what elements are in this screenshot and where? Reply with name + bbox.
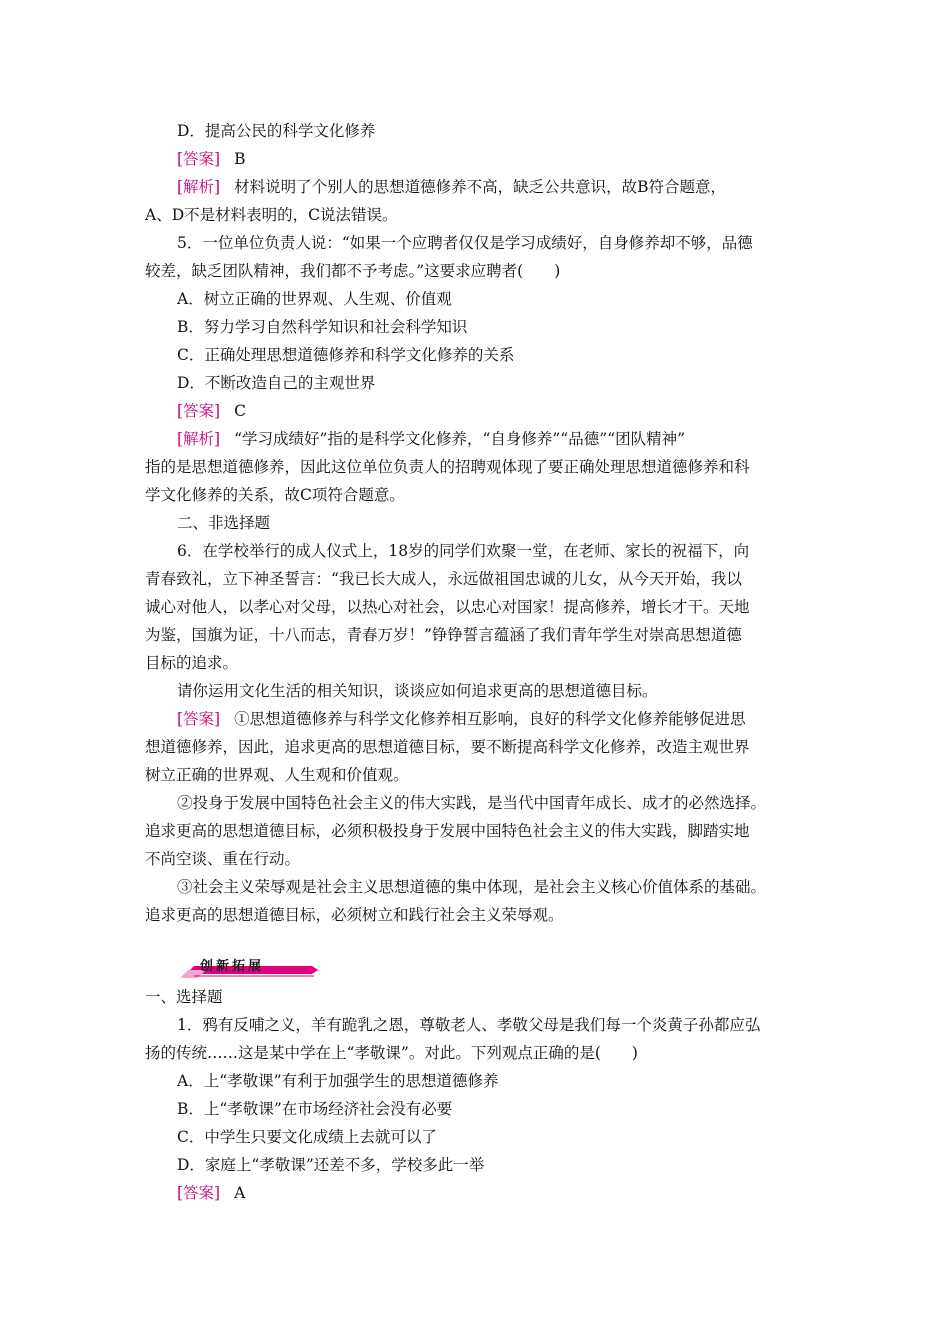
line-text: 想道德修养，因此，追求更高的思想道德目标，要不断提高科学文化修养，改造主观世界 <box>145 738 750 756</box>
line-text: 追求更高的思想道德目标，必须树立和践行社会主义荣辱观。 <box>145 906 564 924</box>
answer-tag: [答案] <box>177 150 221 168</box>
line-text: C．中学生只要文化成绩上去就可以了 <box>177 1128 437 1146</box>
line-text: B <box>234 150 246 168</box>
text-line <box>177 1067 810 1095</box>
line-text: A <box>234 1184 246 1202</box>
text-line <box>145 201 810 229</box>
text-line <box>145 983 810 1011</box>
text-line <box>145 649 810 677</box>
line-text: D．家庭上“孝敬课”还差不多，学校多此一举 <box>177 1156 485 1174</box>
text-line <box>145 1039 810 1067</box>
line-text: 5．一位单位负责人说：“如果一个应聘者仅仅是学习成绩好，自身修养却不够，品德 <box>177 234 753 252</box>
text-line <box>177 397 810 425</box>
answer-tag: [答案] <box>177 1184 221 1202</box>
line-text: 诚心对他人，以孝心对父母，以热心对社会，以忠心对国家！提高修养，增长才干。天地 <box>145 598 750 616</box>
text-line <box>177 1011 810 1039</box>
line-text: ③社会主义荣辱观是社会主义思想道德的集中体现，是社会主义核心价值体系的基础。 <box>177 878 767 896</box>
text-line <box>177 789 810 817</box>
section-banner <box>180 952 320 978</box>
line-text: 6．在学校举行的成人仪式上，18岁的同学们欢聚一堂，在老师、家长的祝福下，向 <box>177 542 750 560</box>
line-text: 1．鸦有反哺之义，羊有跪乳之恩，尊敬老人、孝敬父母是我们每一个炎黄子孙都应弘 <box>177 1016 761 1034</box>
line-text: 较差，缺乏团队精神，我们都不予考虑。”这要求应聘者( ) <box>145 262 561 280</box>
line-text: 树立正确的世界观、人生观和价值观。 <box>145 766 409 784</box>
text-line <box>177 873 810 901</box>
text-line <box>145 845 810 873</box>
text-line <box>177 173 810 201</box>
line-text: 二、非选择题 <box>177 514 271 532</box>
text-line <box>145 257 810 285</box>
answer-tag: [答案] <box>177 710 221 728</box>
line-text: A、D不是材料表明的，C说法错误。 <box>145 206 398 224</box>
text-line <box>177 425 810 453</box>
line-text: A．树立正确的世界观、人生观、价值观 <box>177 290 452 308</box>
text-line <box>177 1123 810 1151</box>
text-line <box>145 593 810 621</box>
text-line <box>145 817 810 845</box>
line-text: D．提高公民的科学文化修养 <box>177 122 376 140</box>
answer-tag: [解析] <box>177 430 221 448</box>
text-line <box>177 677 810 705</box>
text-line <box>145 901 810 929</box>
line-text: B．上“孝敬课”在市场经济社会没有必要 <box>177 1100 453 1118</box>
line-text: 青春致礼，立下神圣誓言：“我已长大成人，永远做祖国忠诚的儿女，从今天开始，我以 <box>145 570 742 588</box>
line-text: C．正确处理思想道德修养和科学文化修养的关系 <box>177 346 515 364</box>
line-text: 不尚空谈、重在行动。 <box>145 850 301 868</box>
text-line <box>145 481 810 509</box>
text-line <box>177 145 810 173</box>
line-text: ②投身于发展中国特色社会主义的伟大实践，是当代中国青年成长、成才的必然选择。 <box>177 794 767 812</box>
text-line <box>177 705 810 733</box>
answer-tag: [解析] <box>177 178 221 196</box>
text-line <box>177 1151 810 1179</box>
text-line <box>177 285 810 313</box>
line-text: 请你运用文化生活的相关知识，谈谈应如何追求更高的思想道德目标。 <box>177 682 658 700</box>
line-text: 扬的传统……这是某中学在上“孝敬课”。对此。下列观点正确的是( ) <box>145 1044 638 1062</box>
line-text: 一、选择题 <box>145 988 223 1006</box>
line-text: 指的是思想道德修养，因此这位单位负责人的招聘观体现了要正确处理思想道德修养和科 <box>145 458 750 476</box>
line-text: 学文化修养的关系，故C项符合题意。 <box>145 486 405 504</box>
line-text: “学习成绩好”指的是科学文化修养，“自身修养”“品德”“团队精神” <box>234 430 686 448</box>
text-line <box>177 341 810 369</box>
text-line <box>145 453 810 481</box>
text-line <box>145 621 810 649</box>
text-line <box>145 565 810 593</box>
text-line <box>177 1095 810 1123</box>
answer-tag: [答案] <box>177 402 221 420</box>
line-text: 材料说明了个别人的思想道德修养不高，缺乏公共意识，故B符合题意， <box>234 178 727 196</box>
line-text: C <box>234 402 246 420</box>
line-text: B．努力学习自然科学知识和社会科学知识 <box>177 318 468 336</box>
text-line <box>177 509 810 537</box>
text-line <box>177 313 810 341</box>
line-text: ①思想道德修养与科学文化修养相互影响，良好的科学文化修养能够促进思 <box>234 710 746 728</box>
line-text: A．上“孝敬课”有利于加强学生的思想道德修养 <box>177 1072 499 1090</box>
banner-label: 创新拓展 <box>200 959 265 974</box>
text-line <box>177 229 810 257</box>
text-line <box>177 537 810 565</box>
text-line <box>145 761 810 789</box>
text-line <box>145 733 810 761</box>
line-text: 为鉴，国旗为证，十八而志，青春万岁！”铮铮誓言蕴涵了我们青年学生对崇高思想道德 <box>145 626 742 644</box>
text-line <box>177 369 810 397</box>
line-text: D．不断改造自己的主观世界 <box>177 374 376 392</box>
line-text: 追求更高的思想道德目标，必须积极投身于发展中国特色社会主义的伟大实践，脚踏实地 <box>145 822 750 840</box>
text-line <box>177 1179 810 1207</box>
line-text: 目标的追求。 <box>145 654 239 672</box>
text-line <box>177 117 810 145</box>
